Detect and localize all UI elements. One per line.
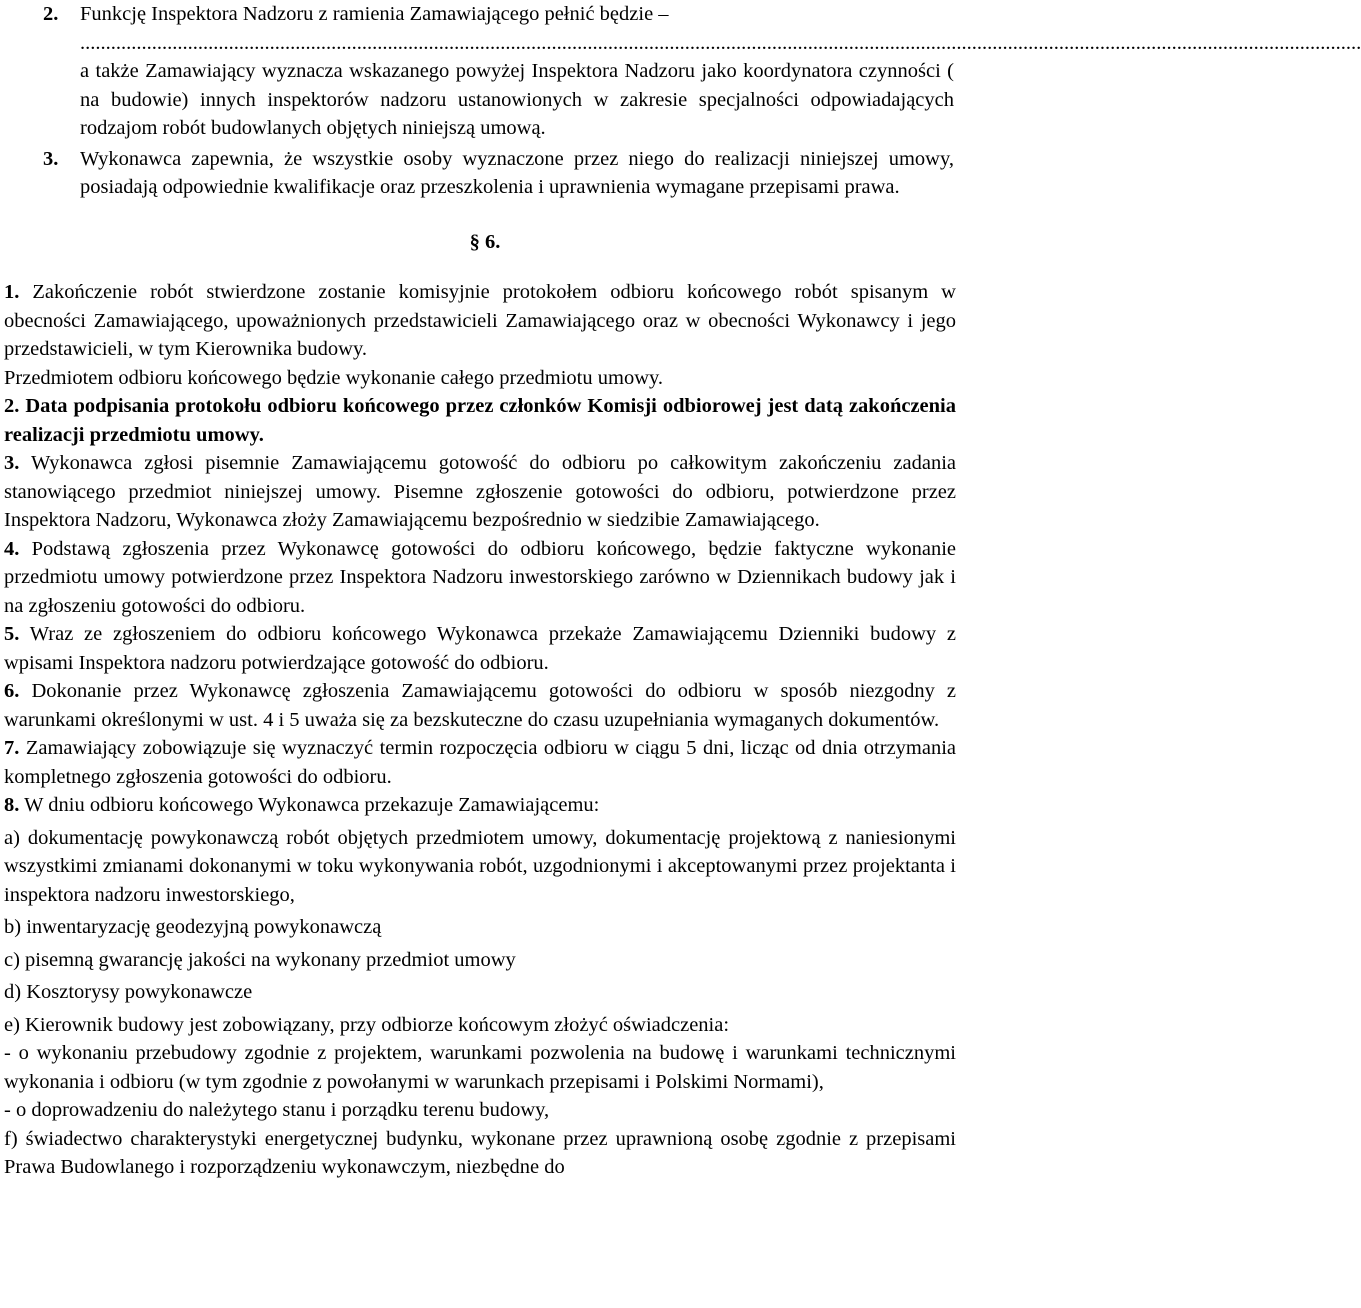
paragraph-7 — [4, 734, 956, 791]
paragraph-number: 6. — [4, 680, 20, 702]
section5-item3 — [4, 145, 956, 202]
list-subitem-e1: - o wykonaniu przebudowy zgodnie z projektem, warunkami pozwolenia na budowę i warunkami technicznymi wykonania i odbioru (w tym zgodnie z powołanymi w warunkach przepisami i Polskimi Normami), — [4, 1042, 956, 1093]
paragraph-3 — [4, 449, 956, 535]
paragraph-text: Wraz ze zgłoszeniem do odbioru końcowego Wykonawca przekaże Zamawiającemu Dzienniki budowy z wpisami Inspektora nadzoru potwierdzające gotowość do odbioru. — [4, 623, 956, 674]
paragraph-text: Podstawą zgłoszenia przez Wykonawcę gotowości do odbioru końcowego, będzie faktyczne wykonanie przedmiotu umowy potwierdzone przez Inspektora Nadzoru inwestorskiego zarówno w Dziennikach budowy jak i na zgłoszeniu gotowości do odbioru. — [4, 537, 957, 617]
section-heading: § 6. — [469, 230, 501, 253]
paragraph-2 — [4, 392, 956, 449]
paragraph-text: W dniu odbioru końcowego Wykonawca przekazuje Zamawiającemu: — [24, 794, 600, 816]
list-item-b: b) inwentaryzację geodezyjną powykonawczą — [4, 916, 382, 938]
list-subitem-e2: - o doprowadzeniu do należytego stanu i porządku terenu budowy, — [4, 1099, 550, 1121]
paragraph-5 — [4, 620, 956, 677]
paragraph-text: Dokonanie przez Wykonawcę zgłoszenia Zamawiającemu gotowości do odbioru w sposób niezgodny z warunkami określonymi w ust. 4 i 5 uważa się za bezskuteczne do czasu uzupełniania wymaganych dokumentów. — [4, 680, 957, 731]
list-item-e: e) Kierownik budowy jest zobowiązany, przy odbiorze końcowym złożyć oświadczenia: — [4, 1013, 730, 1036]
item-text: a także Zamawiający wyznacza wskazanego powyżej Inspektora Nadzoru jako koordynatora czynności ( na budowie) innych inspektorów nadzoru ustanowionych w zakresie specjalności odpowiadających rodzajom robót budowlanych objętych niniejszą umową. — [80, 60, 954, 139]
item-number: 2. — [43, 3, 59, 25]
paragraph-number: 7. — [4, 737, 20, 759]
paragraph-text: Zamawiający zobowiązuje się wyznaczyć termin rozpoczęcia odbioru w ciągu 5 dni, licząc od dnia otrzymania kompletnego zgłoszenia gotowości do odbioru. — [4, 737, 957, 788]
paragraph-1 — [4, 278, 956, 364]
paragraph-number: 1. — [4, 281, 20, 303]
paragraph-6 — [4, 677, 956, 734]
list-item-f: f) świadectwo charakterystyki energetycznej budynku, wykonane przez uprawnioną osobę zgodnie z przepisami Prawa Budowlanego i rozporządzeniu wykonawczym, niezbędne do — [4, 1127, 956, 1178]
paragraph-number: 2. — [4, 395, 20, 417]
paragraph-number: 5. — [4, 623, 20, 645]
item-number: 3. — [43, 147, 59, 170]
paragraph-number: 4. — [4, 537, 20, 560]
list-item-a: a) dokumentację powykonawczą robót objętych przedmiotem umowy, dokumentację projektową z naniesionymi wszystkimi zmianami dokonanymi w toku wykonywania robót, uzgodnionymi i akceptowanymi przez projektanta i inspektora nadzoru inwestorskiego, — [4, 826, 956, 906]
paragraph-text: Data podpisania protokołu odbioru końcowego przez członków Komisji odbiorowej jest datą zakończenia realizacji przedmiotu umowy. — [4, 395, 956, 446]
paragraph-number: 8. — [4, 794, 20, 816]
paragraph-number: 3. — [4, 452, 20, 474]
item-text: Wykonawca zapewnia, że wszystkie osoby wyznaczone przez niego do realizacji niniejszej umowy, posiadają odpowiednie kwalifikacje oraz przeszkolenia i uprawnienia wymagane przepisami prawa. — [80, 147, 954, 198]
blank-fill-line: .......................................................................................................................................................................................................................................................... — [80, 31, 1361, 54]
paragraph-8 — [4, 791, 956, 820]
paragraph-text: Zakończenie robót stwierdzone zostanie komisyjnie protokołem odbioru końcowego robót spisanym w obecności Zamawiającego, upoważnionych przedstawicieli Zamawiającego oraz w obecności Wykonawcy i jego przedstawicieli, w tym Kierownika budowy. — [4, 281, 956, 360]
section5-item2 — [4, 0, 1361, 143]
list-item-d: d) Kosztorysy powykonawcze — [4, 981, 253, 1003]
list-item-c: c) pisemną gwarancję jakości na wykonany przedmiot umowy — [4, 948, 516, 971]
paragraph-text: Wykonawca zgłosi pisemnie Zamawiającemu gotowość do odbioru po całkowitym zakończeniu zadania stanowiącego przedmiot niniejszej umowy. Pisemne zgłoszenie gotowości do odbioru, potwierdzone przez Inspektora Nadzoru, Wykonawca złoży Zamawiającemu bezpośrednio w siedzibie Zamawiającego. — [4, 452, 956, 531]
paragraph-1-extra: Przedmiotem odbioru końcowego będzie wykonanie całego przedmiotu umowy. — [4, 366, 664, 389]
item-first-line: Funkcję Inspektora Nadzoru z ramienia Zamawiającego pełnić będzie – — [80, 3, 669, 25]
paragraph-4 — [4, 535, 956, 621]
